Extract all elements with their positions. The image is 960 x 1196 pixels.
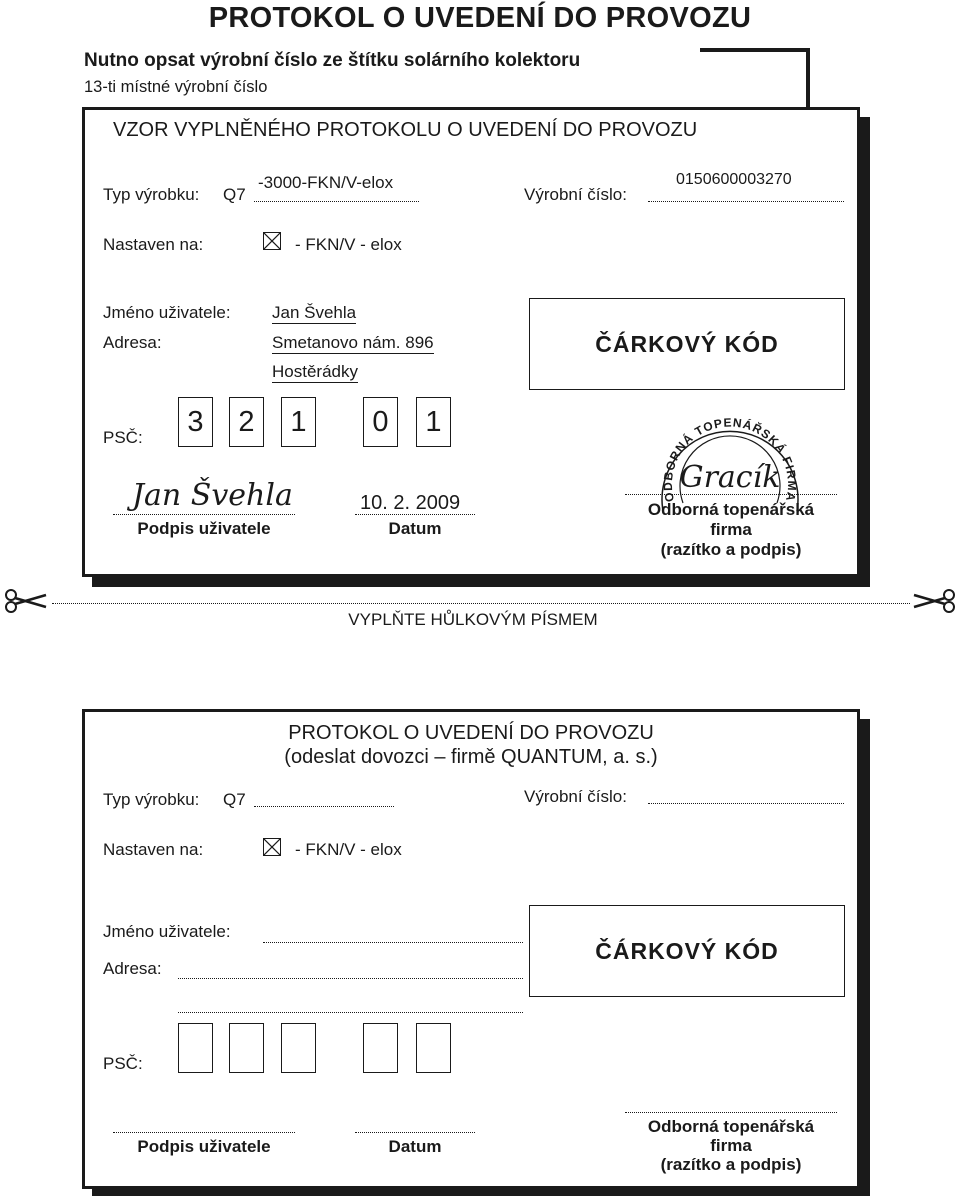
- cut-line: [52, 603, 910, 604]
- psc-digit-box[interactable]: [363, 1023, 398, 1073]
- blank-date-label: Datum: [388, 1137, 442, 1156]
- date-field[interactable]: [355, 1132, 475, 1133]
- signature-field[interactable]: [113, 1132, 295, 1133]
- blank-signature-label: Podpis uživatele: [137, 1137, 271, 1156]
- blank-product-type-label: Typ výrobku:: [103, 790, 200, 809]
- barcode-label: ČÁRKOVÝ KÓD: [595, 330, 779, 357]
- date-value: 10. 2. 2009: [360, 492, 461, 514]
- sample-heading: VZOR VYPLNĚNÉHO PROTOKOLU O UVEDENÍ DO PROVOZU: [113, 119, 698, 141]
- blank-set-to-label: Nastaven na:: [103, 840, 204, 859]
- firm-label-2: firma: [710, 520, 752, 539]
- serial-value: 0150600003270: [676, 171, 792, 188]
- name-label: Jméno uživatele:: [103, 303, 231, 322]
- fill-instruction: VYPLŇTE HŮLKOVÝM PÍSMEM: [348, 610, 598, 629]
- product-type-field[interactable]: [254, 806, 394, 807]
- blank-set-to-value: - FKN/V - elox: [295, 840, 402, 859]
- blank-barcode-label: ČÁRKOVÝ KÓD: [595, 937, 779, 964]
- signature-label: Podpis uživatele: [137, 519, 271, 538]
- blank-name-label: Jméno uživatele:: [103, 922, 231, 941]
- product-type-label: Typ výrobku:: [103, 185, 200, 204]
- firm-label-3: (razítko a podpis): [660, 540, 802, 559]
- blank-product-prefix: Q7: [223, 790, 246, 809]
- blank-address-label: Adresa:: [103, 959, 162, 978]
- blank-serial-label: Výrobní číslo:: [524, 787, 627, 806]
- blank-heading-2: (odeslat dovozci – firmě QUANTUM, a. s.): [284, 746, 658, 768]
- psc-digit: 1: [416, 397, 451, 447]
- psc-digit: 2: [229, 397, 264, 447]
- blank-firm-label-3: (razítko a podpis): [660, 1155, 802, 1174]
- set-to-label: Nastaven na:: [103, 235, 204, 254]
- psc-digit-box[interactable]: [229, 1023, 264, 1073]
- psc-digit-box[interactable]: [416, 1023, 451, 1073]
- psc-digit-box[interactable]: [178, 1023, 213, 1073]
- checkbox-checked: [263, 232, 281, 250]
- address-field-1[interactable]: [178, 978, 523, 979]
- psc-digit: 0: [363, 397, 398, 447]
- name-field[interactable]: [263, 942, 523, 943]
- serial-label: Výrobní číslo:: [524, 185, 627, 204]
- firm-field[interactable]: [625, 1112, 837, 1113]
- name-value: Jan Švehla: [272, 303, 357, 322]
- product-prefix: Q7: [223, 185, 246, 204]
- stamp-signature: Gracík: [679, 460, 781, 495]
- serial-field[interactable]: [648, 803, 844, 804]
- stamp-ring-text: ODBORNÁ TOPENÁŘSKÁ FIRMA: [660, 415, 800, 504]
- blank-psc-label: PSČ:: [103, 1054, 143, 1073]
- blank-firm-label-2: firma: [710, 1136, 752, 1155]
- address-field-2[interactable]: [178, 1012, 523, 1013]
- firm-label-1: Odborná topenářská: [647, 500, 815, 519]
- user-signature: Jan Švehla: [132, 478, 293, 513]
- blank-barcode-box: [529, 905, 845, 997]
- psc-label: PSČ:: [103, 428, 143, 447]
- address-line-1: Smetanovo nám. 896: [272, 333, 434, 352]
- psc-digit-box[interactable]: [281, 1023, 316, 1073]
- address-line-2: Hostěrádky: [272, 362, 358, 381]
- serial-note: 13-ti místné výrobní číslo: [84, 78, 268, 96]
- psc-digit: 1: [281, 397, 316, 447]
- date-label: Datum: [388, 519, 442, 538]
- barcode-box: [529, 298, 845, 390]
- blank-heading-1: PROTOKOL O UVEDENÍ DO PROVOZU: [288, 722, 654, 744]
- psc-digit: 3: [178, 397, 213, 447]
- serial-instruction: Nutno opsat výrobní číslo ze štítku solárního kolektoru: [84, 50, 581, 71]
- set-to-value: - FKN/V - elox: [295, 235, 402, 254]
- page-title: PROTOKOL O UVEDENÍ DO PROVOZU: [208, 2, 752, 34]
- product-type-value: -3000-FKN/V-elox: [258, 173, 394, 192]
- blank-firm-label-1: Odborná topenářská: [647, 1117, 815, 1136]
- address-label: Adresa:: [103, 333, 162, 352]
- checkbox-checked[interactable]: [263, 838, 281, 856]
